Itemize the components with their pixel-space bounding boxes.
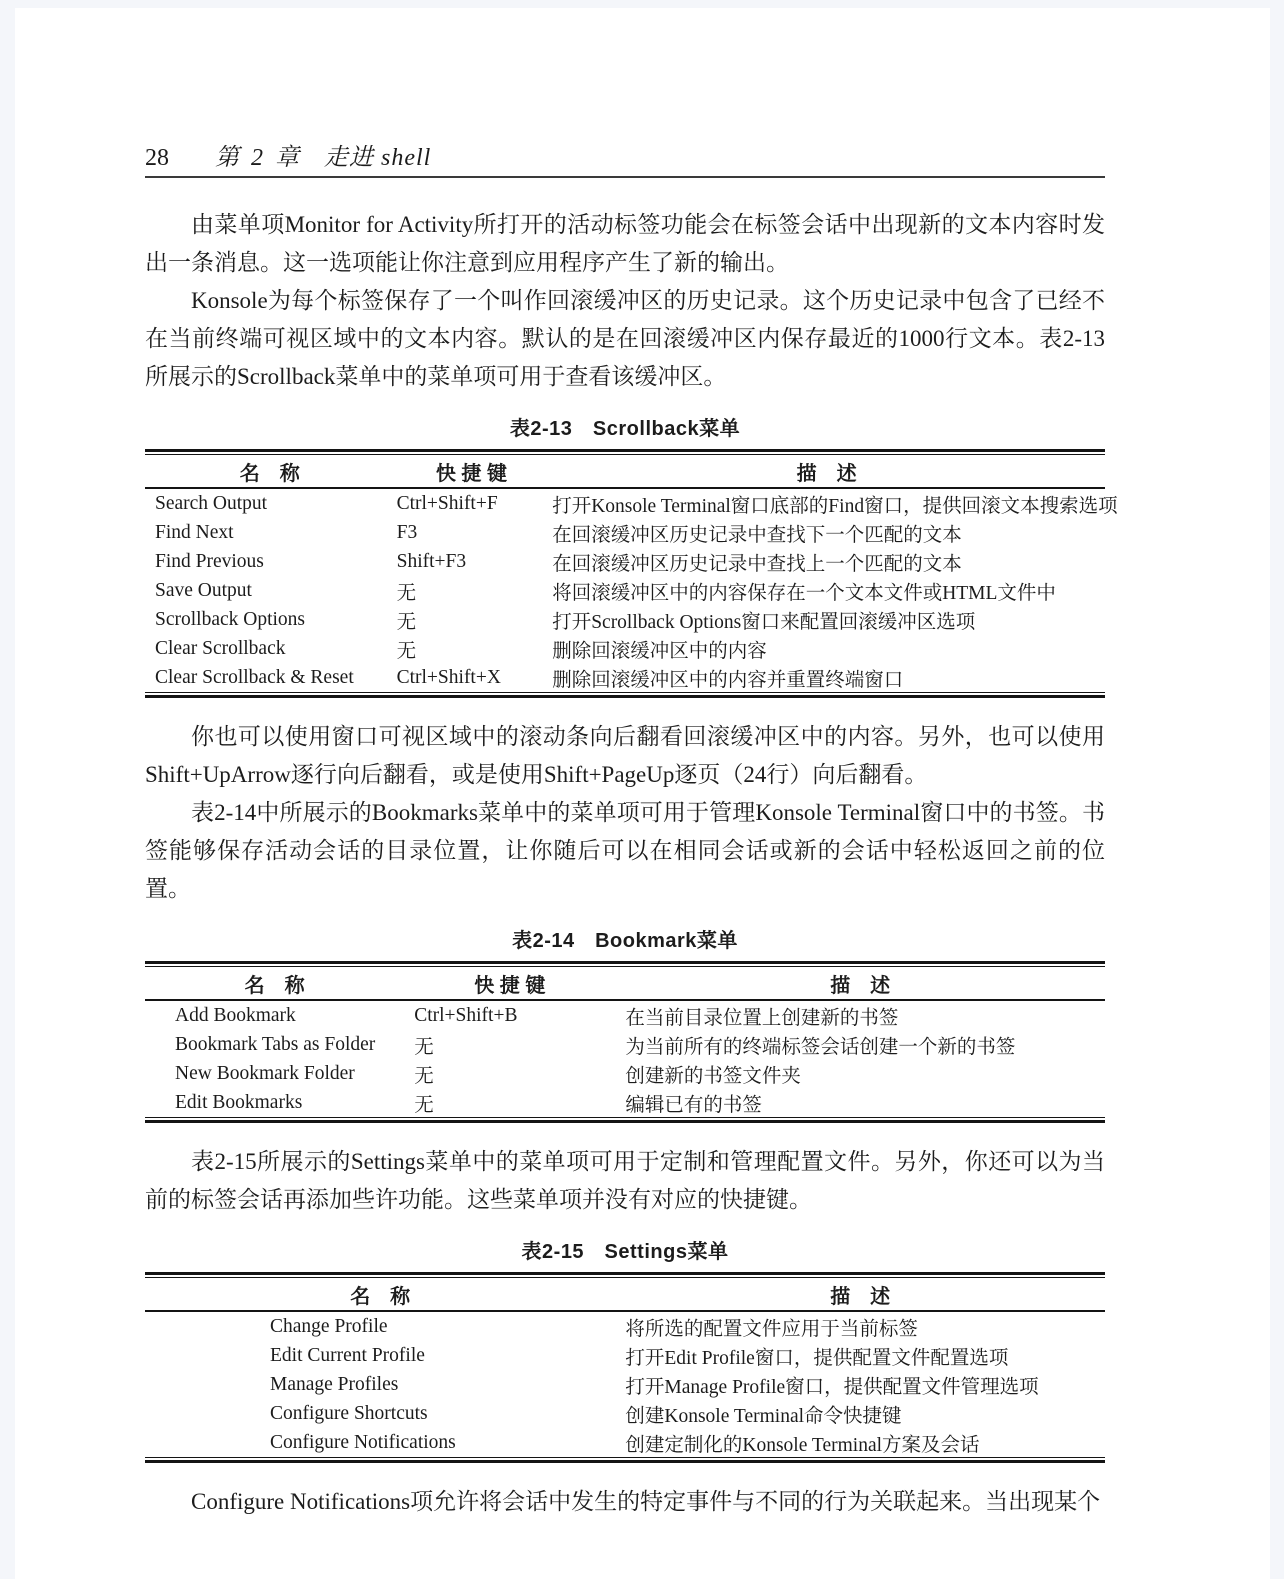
table-cell: 无 (414, 1036, 434, 1058)
table-frame (145, 1272, 1105, 1463)
table-cell: 无 (396, 582, 417, 604)
running-head (145, 137, 1105, 171)
table-row (145, 1311, 1105, 1341)
table-caption: 表2-13 Scrollback菜单 (509, 418, 741, 440)
table-cell: Edit Bookmarks (175, 1091, 303, 1113)
paragraph-bookmarks-intro: 表2-14中所展示的Bookmarks菜单中的菜单项可用于管理Konsole Terminal窗口中的书签。书签能够保存活动会话的目录位置，让你随后可以在相同会话或新的会话中轻松返回之前的位置。 (145, 800, 1105, 901)
column-header: 名 称 (145, 967, 404, 1001)
table-header-row (145, 1278, 1105, 1312)
column-header: 名 称 (145, 455, 395, 489)
table-row (145, 1399, 1105, 1428)
table-cell: Add Bookmark (175, 1004, 296, 1026)
table-cell: 无 (396, 611, 417, 633)
table-cell: 为当前所有的终端标签会话创建一个新的书签 (625, 1036, 1016, 1058)
table-cell: Shift+F3 (396, 550, 467, 572)
paragraph-monitor-activity: 由菜单项Monitor for Activity所打开的活动标签功能会在标签会话中出现新的文本内容时发出一条消息。这一选项能让你注意到应用程序产生了新的输出。 (145, 212, 1105, 275)
paragraph-configure-notifications: Configure Notifications项允许将会话中发生的特定事件与不同的行为关联起来。当出现某个 (191, 1489, 1101, 1514)
header-rule (145, 176, 1105, 178)
table-cell: 在回滚缓冲区历史记录中查找上一个匹配的文本 (552, 553, 962, 575)
table-cell: Ctrl+Shift+X (396, 666, 501, 688)
table-cell: 打开Edit Profile窗口，提供配置文件配置选项 (625, 1347, 1009, 1369)
page-content (15, 8, 1270, 1521)
column-header: 描 述 (548, 455, 1105, 489)
table-header-row (145, 967, 1105, 1001)
column-header: 描 述 (615, 967, 1105, 1001)
table-header-row (145, 455, 1105, 489)
paragraph-scrollback-intro: Konsole为每个标签保存了一个叫作回滚缓冲区的历史记录。这个历史记录中包含了已经不在当前终端可视区域中的文本内容。默认的是在回滚缓冲区内保存最近的1000行文本。表2-13所展示的Scrollback菜单中的菜单项可用于查看该缓冲区。 (145, 288, 1105, 389)
table-cell: 创建Konsole Terminal命令快捷键 (625, 1405, 902, 1427)
table-frame (145, 961, 1105, 1123)
table-cell: 在当前目录位置上创建新的书签 (625, 1007, 899, 1029)
table-cell: 打开Scrollback Options窗口来配置回滚缓冲区选项 (552, 611, 976, 633)
table-row (145, 488, 1105, 518)
table-cell: Find Next (155, 521, 234, 543)
table-frame (145, 449, 1118, 698)
table-cell: 创建新的书签文件夹 (625, 1065, 801, 1087)
paragraph-settings-intro: 表2-15所展示的Settings菜单中的菜单项可用于定制和管理配置文件。另外，你还可以为当前的标签会话再添加些许功能。这些菜单项并没有对应的快捷键。 (145, 1149, 1105, 1212)
table-caption: 表2-15 Settings菜单 (521, 1241, 729, 1263)
table-cell: Ctrl+Shift+F (396, 492, 498, 514)
table-cell: 删除回滚缓冲区中的内容并重置终端窗口 (552, 669, 904, 691)
table-cell: 创建定制化的Konsole Terminal方案及会话 (625, 1434, 980, 1456)
chapter-title: 走进 shell (324, 145, 432, 171)
table-cell: Save Output (155, 579, 252, 601)
menu-table (145, 1277, 1105, 1458)
table-cell: New Bookmark Folder (175, 1062, 355, 1084)
table-cell: Change Profile (270, 1315, 388, 1337)
table-cell: 编辑已有的书签 (625, 1094, 762, 1116)
column-header: 描 述 (615, 1278, 1105, 1312)
table-cell: Scrollback Options (155, 608, 306, 630)
page-number: 28 (145, 145, 169, 171)
table-cell: 无 (414, 1065, 434, 1087)
table-cell: Clear Scrollback & Reset (155, 666, 354, 688)
table-row (145, 576, 1105, 605)
table-row (145, 1428, 1105, 1458)
table-cell: 在回滚缓冲区历史记录中查找下一个匹配的文本 (552, 524, 962, 546)
table-row (145, 605, 1105, 634)
paragraph-scrollback-usage: 你也可以使用窗口可视区域中的滚动条向后翻看回滚缓冲区中的内容。另外，也可以使用Shift+UpArrow逐行向后翻看，或是使用Shift+PageUp逐页（24行）向后翻看。 (145, 724, 1105, 787)
table-row (145, 1000, 1105, 1030)
menu-table (145, 454, 1118, 693)
table-row (145, 1341, 1105, 1370)
table-cell: 将所选的配置文件应用于当前标签 (625, 1318, 918, 1340)
table-cell: Manage Profiles (270, 1373, 399, 1395)
table-cell: 将回滚缓冲区中的内容保存在一个文本文件或HTML文件中 (552, 582, 1056, 604)
table-cell: Edit Current Profile (270, 1344, 425, 1366)
table-row (145, 1088, 1105, 1118)
menu-table (145, 966, 1105, 1118)
table-row (145, 1059, 1105, 1088)
table-cell: Ctrl+Shift+B (414, 1004, 518, 1026)
table-row (145, 634, 1105, 663)
table-cell: Configure Notifications (270, 1431, 456, 1453)
table-row (145, 1370, 1105, 1399)
table-caption: 表2-14 Bookmark菜单 (512, 930, 738, 952)
table-row (145, 1030, 1105, 1059)
table-cell: 打开Konsole Terminal窗口底部的Find窗口，提供回滚文本搜索选项 (552, 495, 1118, 517)
table-2-14-bookmark-menu (145, 924, 1105, 1123)
table-2-13-scrollback-menu (145, 412, 1118, 698)
table-cell: 删除回滚缓冲区中的内容 (552, 640, 767, 662)
table-row (145, 663, 1105, 693)
column-header: 名 称 (145, 1278, 615, 1312)
table-cell: Bookmark Tabs as Folder (175, 1033, 376, 1055)
table-cell: 无 (414, 1094, 434, 1116)
table-cell: Find Previous (155, 550, 264, 572)
book-page (15, 8, 1270, 1579)
table-cell: 无 (396, 640, 417, 662)
chapter-label: 第 2 章 (215, 145, 302, 171)
column-header: 快 捷 键 (395, 455, 549, 489)
column-header: 快 捷 键 (404, 967, 615, 1001)
table-cell: Clear Scrollback (155, 637, 286, 659)
table-cell: F3 (396, 521, 418, 543)
table-row (145, 547, 1105, 576)
table-cell: 打开Manage Profile窗口，提供配置文件管理选项 (625, 1376, 1039, 1398)
table-row (145, 518, 1105, 547)
table-cell: Configure Shortcuts (270, 1402, 428, 1424)
table-2-15-settings-menu (145, 1235, 1105, 1463)
table-cell: Search Output (155, 492, 268, 514)
